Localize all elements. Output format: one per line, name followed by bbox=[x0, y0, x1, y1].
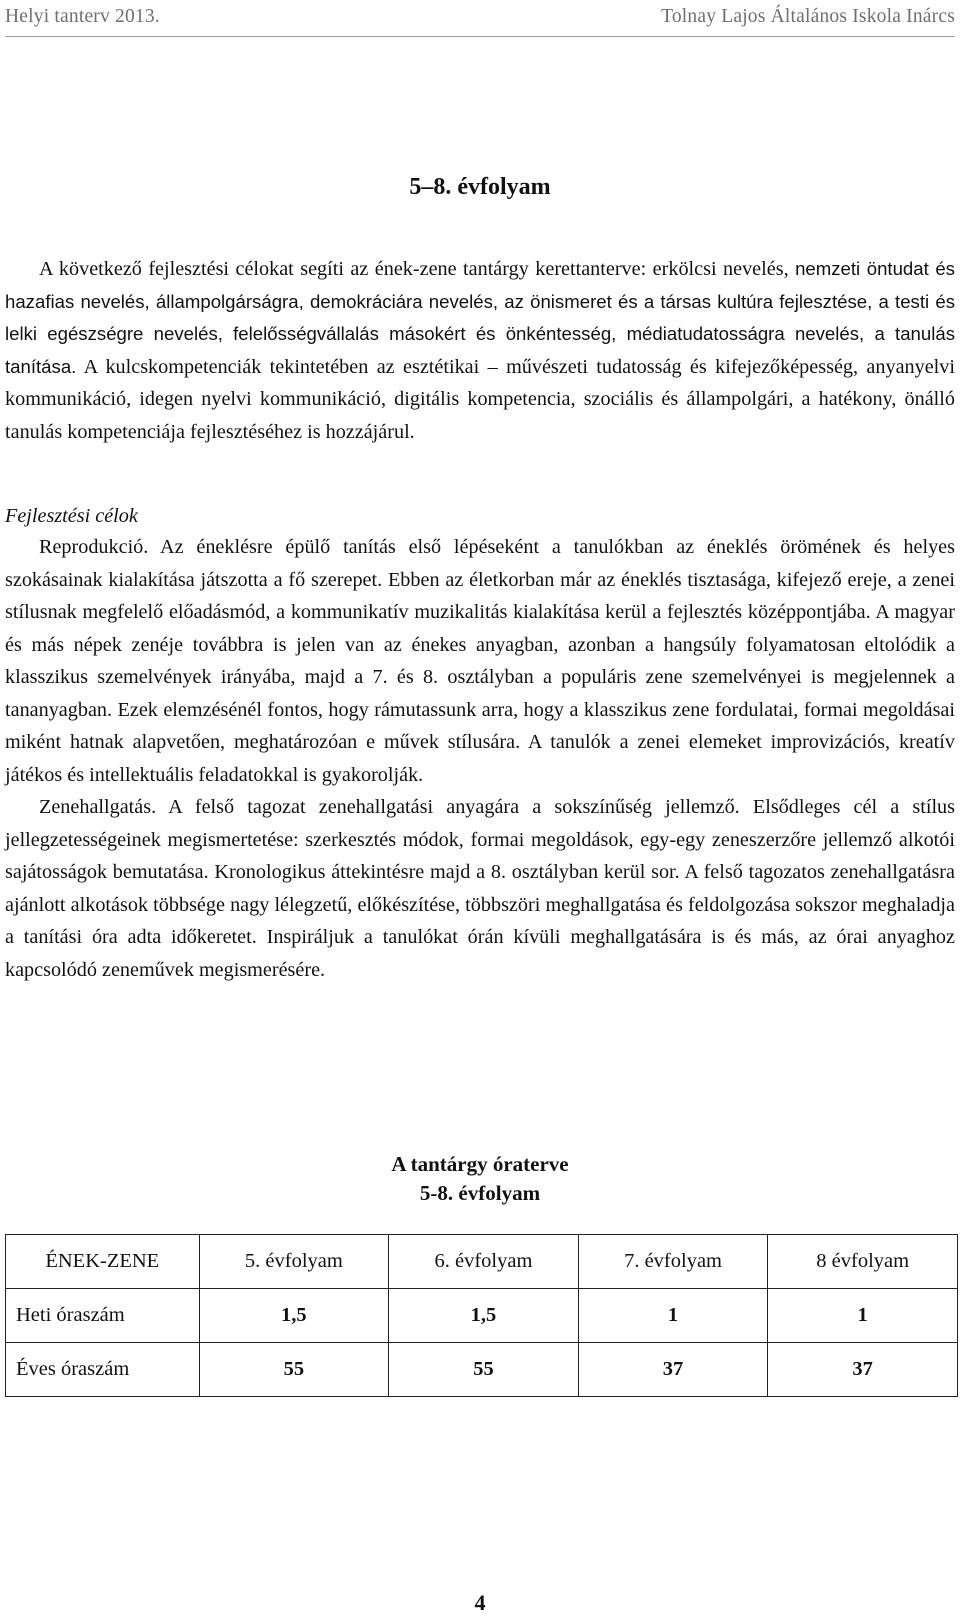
intro-text-middle: nemzeti öntudat és hazafias nevelés, állampolgárságra, demokráciára nevelés, az önismeret és a társas kultúra fejlesztése, a testi és lelki egészségre nevelés, felelősségvállalás másokért és önkéntesség, médiatudatosságra nevelés, a tanulás tanítása. bbox=[5, 258, 955, 377]
table-title: A tantárgy óraterve bbox=[391, 1152, 569, 1176]
table-row bbox=[6, 1343, 958, 1397]
intro-paragraph bbox=[5, 253, 955, 448]
header-left-title: Helyi tanterv 2013. bbox=[5, 6, 160, 27]
intro-text-tail: A kulcskompetenciák tekintetében az esztétikai – művészeti tudatosság és kifejezőképesség, anyanyelvi kommunikáció, idegen nyelvi kommunikáció, digitális kompetencia, szociális és állampolgári, a hatékony, önálló tanulás kompetenciája fejlesztéséhez is hozzájárul. bbox=[5, 355, 955, 443]
table-header-cell: 8 évfolyam bbox=[768, 1235, 958, 1289]
page-number: 4 bbox=[474, 1590, 486, 1615]
table-row-label: Éves óraszám bbox=[6, 1343, 200, 1397]
table-cell: 37 bbox=[768, 1343, 958, 1397]
header-school-name: Tolnay Lajos Általános Iskola Inárcs bbox=[661, 6, 955, 27]
table-row-label: Heti óraszám bbox=[6, 1289, 200, 1343]
table-subtitle: 5-8. évfolyam bbox=[419, 1181, 541, 1205]
table-cell: 1 bbox=[578, 1289, 768, 1343]
table-cell: 1 bbox=[768, 1289, 958, 1343]
table-cell: 55 bbox=[199, 1343, 389, 1397]
table-header-cell: 5. évfolyam bbox=[199, 1235, 389, 1289]
header-divider bbox=[5, 36, 955, 37]
listening-text: A felső tagozat zenehallgatási anyagára a sokszínűség jellemző. Elsődleges cél a stílus jellegzetességeinek megismertetése: szerkesztés módok, formai megoldások, egy-egy zeneszerzőre jellemző alkotói sajátosságok bemutatása. Kronologikus áttekintésre majd a 8. osztályban kerül sor. A felső tagozatos zenehallgatásra ajánlott alkotások többsége nagy lélegzetű, előkészítése, többszöri meghallgatása és feldolgozása sokszor meghaladja a tanítási óra adta időkeretet. Inspiráljuk a tanulókat órán kívüli meghallgatására is és más, az órai anyaghoz kapcsolódó zeneművek megismerésére. bbox=[5, 796, 955, 981]
table-header-cell: ÉNEK-ZENE bbox=[6, 1235, 200, 1289]
page-header bbox=[5, 6, 955, 28]
table-row bbox=[6, 1289, 958, 1343]
table-cell: 37 bbox=[578, 1343, 768, 1397]
goals-subheading: Fejlesztési célok bbox=[5, 505, 138, 527]
listening-lead: Zenehallgatás. bbox=[39, 796, 157, 818]
reproduction-paragraph bbox=[5, 531, 955, 791]
listening-paragraph bbox=[5, 791, 955, 986]
table-header-cell: 6. évfolyam bbox=[389, 1235, 579, 1289]
table-header-row bbox=[6, 1235, 958, 1289]
section-heading: 5–8. évfolyam bbox=[409, 174, 551, 200]
table-cell: 55 bbox=[389, 1343, 579, 1397]
reproduction-lead: Reprodukció. bbox=[39, 536, 149, 558]
reproduction-text: Az éneklésre épülő tanítás első lépéseként a tanulókban az éneklés örömének és helyes szokásainak kialakítása játszotta a fő szerepet. Ebben az életkorban már az éneklés tisztasága, kifejező ereje, a zenei stílusnak megfelelő előadásmód, a kommunikatív muzikalitás kialakítása kerül a fejlesztés középpontjába. A magyar és más népek zenéje továbbra is jelen van az énekes anyagban, azonban a hangsúly folyamatosan eltolódik a klasszikus szemelvények irányába, majd a 7. és 8. osztályban a populáris zene szemelvényei is megjelennek a tananyagban. Ezek elemzésénél fontos, hogy rámutassunk arra, hogy a klasszikus zene fordulatai, formai megoldásai miként hatnak alapvetően, meghatározóan e művek stílusára. A tanulók a zenei elemeket improvizációs, kreatív játékos és intellektuális feladatokkal is gyakorolják. bbox=[5, 536, 955, 786]
table-cell: 1,5 bbox=[199, 1289, 389, 1343]
table-header-cell: 7. évfolyam bbox=[578, 1235, 768, 1289]
table-cell: 1,5 bbox=[389, 1289, 579, 1343]
curriculum-table bbox=[5, 1234, 958, 1397]
intro-text-lead: A következő fejlesztési célokat segíti az ének-zene tantárgy kerettanterve: erkölcsi nevelés, bbox=[39, 258, 796, 280]
goals-section bbox=[5, 531, 955, 986]
